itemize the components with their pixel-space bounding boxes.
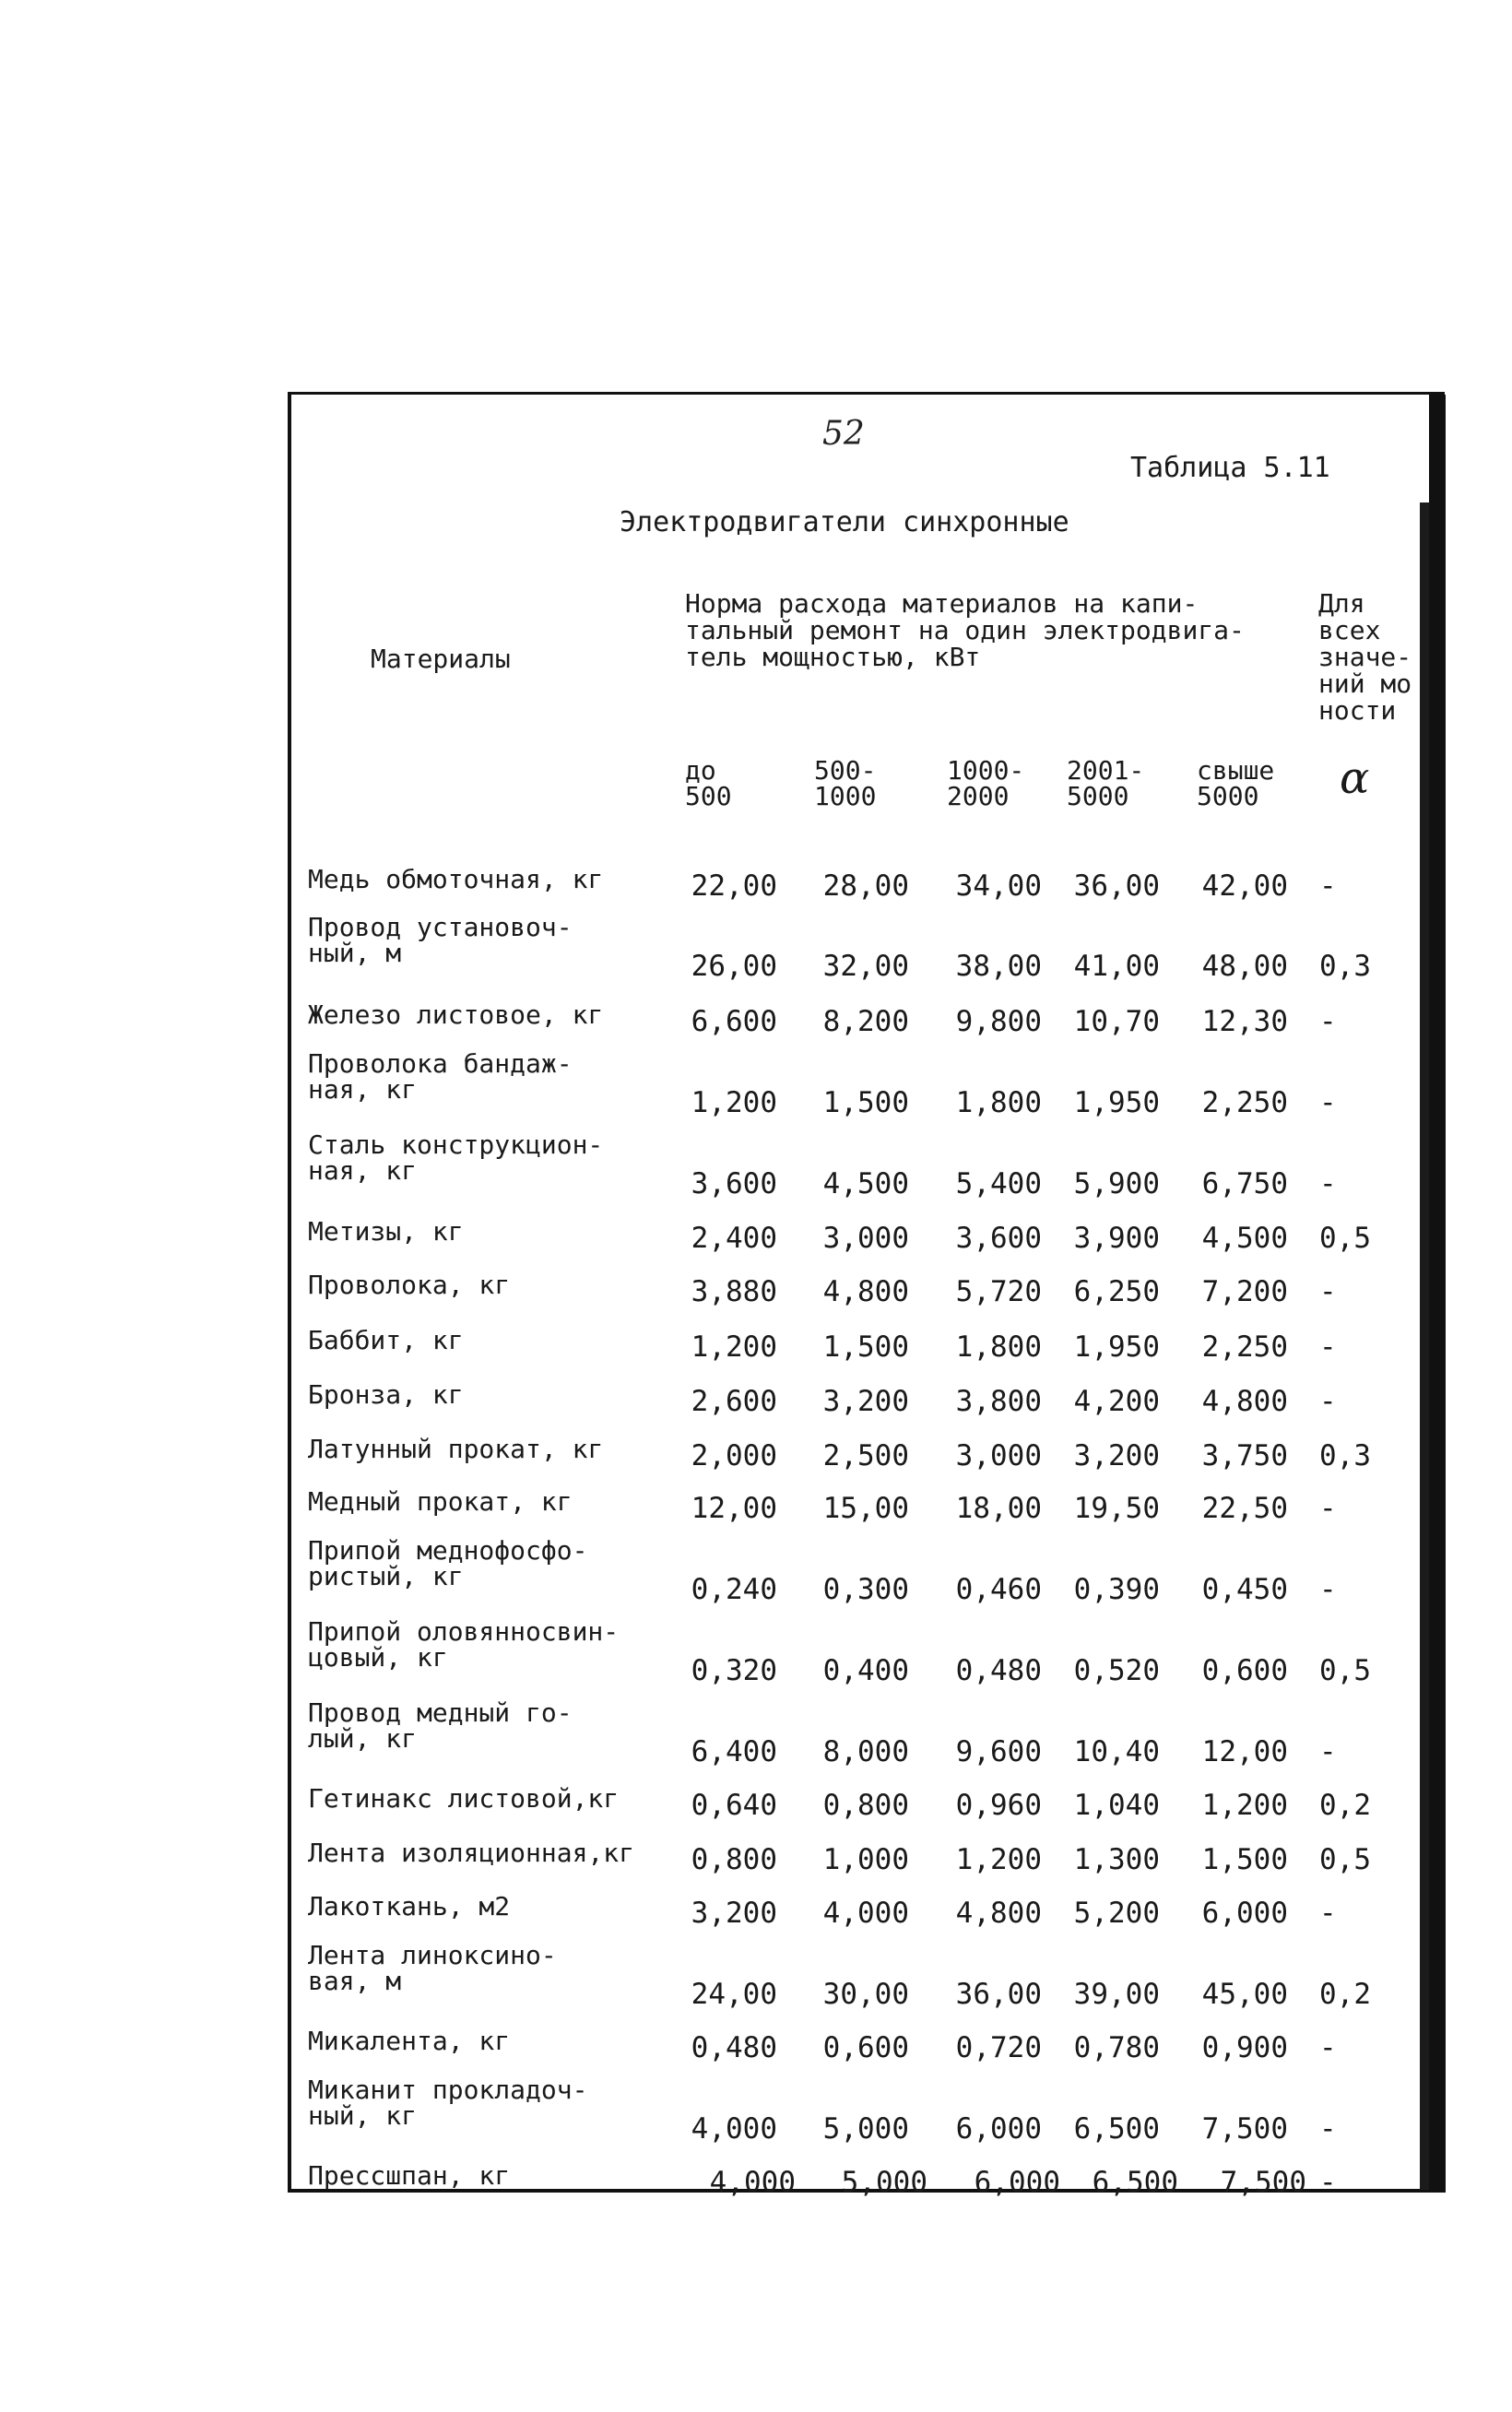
- power-column-header-4: 2001- 5000: [1067, 755, 1145, 811]
- norm-value: 1,500: [1201, 1843, 1288, 1876]
- norm-value: 4,800: [955, 1897, 1042, 1930]
- norm-value: 0,960: [955, 1789, 1042, 1822]
- material-name: Припой меднофосфо- ристый, кг: [308, 1535, 588, 1591]
- norm-value: 6,750: [1201, 1167, 1288, 1200]
- norm-value: 4,000: [822, 1897, 909, 1930]
- norm-value: 12,30: [1201, 1005, 1288, 1038]
- table-label: Таблица 5.11: [1130, 452, 1330, 484]
- norm-value: 4,200: [1073, 1385, 1160, 1418]
- norm-value: 19,50: [1073, 1492, 1160, 1525]
- norm-value: 10,40: [1073, 1735, 1160, 1768]
- norm-value: 4,000: [691, 2112, 777, 2146]
- alpha-value: -: [1319, 1330, 1337, 1364]
- alpha-value: 0,2: [1319, 1978, 1371, 2011]
- material-name: Медный прокат, кг: [308, 1486, 573, 1517]
- norm-value: 3,200: [691, 1897, 777, 1930]
- material-name: Проволока бандаж- ная, кг: [308, 1048, 573, 1105]
- alpha-value: -: [1319, 1492, 1337, 1525]
- table-title: Электродвигатели синхронные: [620, 506, 1069, 538]
- norm-value: 0,780: [1073, 2031, 1160, 2064]
- norm-value: 6,400: [691, 1735, 777, 1768]
- norm-value: 4,500: [822, 1167, 909, 1200]
- norm-value: 8,000: [822, 1735, 909, 1768]
- norm-value: 0,600: [822, 2031, 909, 2064]
- norm-value: 3,600: [955, 1222, 1042, 1255]
- norm-value: 9,600: [955, 1735, 1042, 1768]
- norm-value: 6,500: [1092, 2166, 1178, 2199]
- norm-value: 1,200: [955, 1843, 1042, 1876]
- norm-value: 28,00: [822, 869, 909, 903]
- alpha-value: 0,3: [1319, 1439, 1371, 1472]
- material-name: Микалента, кг: [308, 2026, 511, 2056]
- norm-value: 38,00: [955, 950, 1042, 983]
- power-column-header-5: свыше 5000: [1197, 755, 1275, 811]
- norm-value: 3,000: [955, 1439, 1042, 1472]
- norm-value: 0,520: [1073, 1654, 1160, 1687]
- norm-value: 1,500: [822, 1330, 909, 1364]
- norm-value: 0,390: [1073, 1573, 1160, 1606]
- norm-value: 15,00: [822, 1492, 909, 1525]
- norm-value: 26,00: [691, 950, 777, 983]
- alpha-value: -: [1319, 2031, 1337, 2064]
- norm-value: 1,200: [691, 1330, 777, 1364]
- scan-edge-shadow: [1420, 502, 1429, 2190]
- material-name: Провод установоч- ный, м: [308, 912, 573, 968]
- norm-value: 3,750: [1201, 1439, 1288, 1472]
- norm-value: 12,00: [691, 1492, 777, 1525]
- norm-value: 34,00: [955, 869, 1042, 903]
- scan-edge-bar: [1429, 395, 1446, 2193]
- norm-value: 3,600: [691, 1167, 777, 1200]
- material-name: Припой оловянносвин- цовый, кг: [308, 1616, 620, 1673]
- alpha-value: -: [1319, 1275, 1337, 1308]
- norm-value: 2,600: [691, 1385, 777, 1418]
- norm-value: 0,300: [822, 1573, 909, 1606]
- norm-value: 1,500: [822, 1086, 909, 1119]
- norm-value: 41,00: [1073, 950, 1160, 983]
- norm-value: 1,950: [1073, 1086, 1160, 1119]
- norm-value: 0,720: [955, 2031, 1042, 2064]
- norm-value: 5,900: [1073, 1167, 1160, 1200]
- norm-value: 5,720: [955, 1275, 1042, 1308]
- norm-value: 22,00: [691, 869, 777, 903]
- norm-value: 5,000: [841, 2166, 927, 2199]
- alpha-value: -: [1319, 1167, 1337, 1200]
- norm-value: 30,00: [822, 1978, 909, 2011]
- norm-value: 7,200: [1201, 1275, 1288, 1308]
- alpha-value: -: [1319, 2166, 1337, 2199]
- norm-value: 5,400: [955, 1167, 1042, 1200]
- norm-value: 0,460: [955, 1573, 1042, 1606]
- norm-value: 1,800: [955, 1086, 1042, 1119]
- norm-value: 4,500: [1201, 1222, 1288, 1255]
- norm-value: 6,000: [955, 2112, 1042, 2146]
- norm-value: 6,500: [1073, 2112, 1160, 2146]
- norm-value: 32,00: [822, 950, 909, 983]
- norm-value: 22,50: [1201, 1492, 1288, 1525]
- norm-value: 1,300: [1073, 1843, 1160, 1876]
- norm-value: 0,800: [822, 1789, 909, 1822]
- norm-value: 10,70: [1073, 1005, 1160, 1038]
- norm-value: 4,800: [1201, 1385, 1288, 1418]
- materials-column-header: Материалы: [371, 644, 511, 674]
- norm-value: 48,00: [1201, 950, 1288, 983]
- norm-value: 3,000: [822, 1222, 909, 1255]
- alpha-value: 0,5: [1319, 1654, 1371, 1687]
- material-name: Провод медный го- лый, кг: [308, 1697, 573, 1754]
- norm-value: 6,000: [1201, 1897, 1288, 1930]
- material-name: Проволока, кг: [308, 1270, 511, 1300]
- norm-value: 18,00: [955, 1492, 1042, 1525]
- norm-value: 1,000: [822, 1843, 909, 1876]
- norm-value: 24,00: [691, 1978, 777, 2011]
- material-name: Латунный прокат, кг: [308, 1434, 604, 1464]
- norm-value: 9,800: [955, 1005, 1042, 1038]
- norm-value: 0,640: [691, 1789, 777, 1822]
- norm-value: 3,800: [955, 1385, 1042, 1418]
- norm-value: 39,00: [1073, 1978, 1160, 2011]
- norm-value: 0,800: [691, 1843, 777, 1876]
- alpha-value: -: [1319, 2112, 1337, 2146]
- norm-value: 0,320: [691, 1654, 777, 1687]
- norm-value: 2,500: [822, 1439, 909, 1472]
- material-name: Лента изоляционная,кг: [308, 1838, 635, 1868]
- norm-column-group-header: Норма расхода материалов на капи- тальный ремонт на один электродвига- тель мощностью, кВт: [685, 588, 1245, 672]
- norm-value: 2,000: [691, 1439, 777, 1472]
- alpha-value: -: [1319, 1005, 1337, 1038]
- material-name: Лакоткань, м2: [308, 1891, 511, 1921]
- material-name: Баббит, кг: [308, 1325, 464, 1355]
- alpha-symbol: α: [1340, 752, 1370, 804]
- norm-value: 1,040: [1073, 1789, 1160, 1822]
- norm-value: 36,00: [1073, 869, 1160, 903]
- power-column-header-2: 500- 1000: [814, 755, 877, 811]
- norm-value: 0,900: [1201, 2031, 1288, 2064]
- norm-value: 12,00: [1201, 1735, 1288, 1768]
- norm-value: 36,00: [955, 1978, 1042, 2011]
- power-column-header-1: до 500: [685, 755, 732, 811]
- norm-value: 1,800: [955, 1330, 1042, 1364]
- material-name: Метизы, кг: [308, 1216, 464, 1247]
- alpha-value: 0,2: [1319, 1789, 1371, 1822]
- norm-value: 2,250: [1201, 1086, 1288, 1119]
- material-name: Гетинакс листовой,кг: [308, 1783, 620, 1814]
- norm-value: 1,200: [1201, 1789, 1288, 1822]
- norm-value: 3,200: [822, 1385, 909, 1418]
- alpha-value: -: [1319, 1086, 1337, 1119]
- material-name: Лента линоксино- вая, м: [308, 1940, 557, 1996]
- norm-value: 0,480: [955, 1654, 1042, 1687]
- norm-value: 6,250: [1073, 1275, 1160, 1308]
- norm-value: 45,00: [1201, 1978, 1288, 2011]
- alpha-value: 0,3: [1319, 950, 1371, 983]
- norm-value: 0,600: [1201, 1654, 1288, 1687]
- norm-value: 2,250: [1201, 1330, 1288, 1364]
- norm-value: 7,500: [1220, 2166, 1306, 2199]
- norm-value: 3,880: [691, 1275, 777, 1308]
- material-name: Железо листовое, кг: [308, 999, 604, 1030]
- material-name: Миканит прокладоч- ный, кг: [308, 2075, 588, 2131]
- material-name: Сталь конструкцион- ная, кг: [308, 1129, 604, 1186]
- norm-value: 5,000: [822, 2112, 909, 2146]
- norm-value: 4,800: [822, 1275, 909, 1308]
- norm-value: 6,000: [974, 2166, 1060, 2199]
- norm-value: 3,200: [1073, 1439, 1160, 1472]
- alpha-value: -: [1319, 869, 1337, 903]
- norm-value: 6,600: [691, 1005, 777, 1038]
- norm-value: 0,400: [822, 1654, 909, 1687]
- norm-value: 1,200: [691, 1086, 777, 1119]
- material-name: Бронза, кг: [308, 1379, 464, 1410]
- alpha-value: -: [1319, 1897, 1337, 1930]
- norm-value: 0,480: [691, 2031, 777, 2064]
- page-number: 52: [822, 415, 865, 453]
- power-column-header-3: 1000- 2000: [947, 755, 1025, 811]
- norm-value: 7,500: [1201, 2112, 1288, 2146]
- material-name: Прессшпан, кг: [308, 2160, 511, 2191]
- alpha-value: 0,5: [1319, 1222, 1371, 1255]
- norm-value: 0,450: [1201, 1573, 1288, 1606]
- alpha-value: 0,5: [1319, 1843, 1371, 1876]
- alpha-value: -: [1319, 1385, 1337, 1418]
- norm-value: 8,200: [822, 1005, 909, 1038]
- norm-value: 5,200: [1073, 1897, 1160, 1930]
- norm-value: 4,000: [709, 2166, 796, 2199]
- norm-value: 0,240: [691, 1573, 777, 1606]
- all-values-column-header: Для всех значе- ний мо ности: [1318, 588, 1412, 726]
- norm-value: 3,900: [1073, 1222, 1160, 1255]
- material-name: Медь обмоточная, кг: [308, 864, 604, 894]
- alpha-value: -: [1319, 1735, 1337, 1768]
- alpha-value: -: [1319, 1573, 1337, 1606]
- norm-value: 1,950: [1073, 1330, 1160, 1364]
- norm-value: 42,00: [1201, 869, 1288, 903]
- norm-value: 2,400: [691, 1222, 777, 1255]
